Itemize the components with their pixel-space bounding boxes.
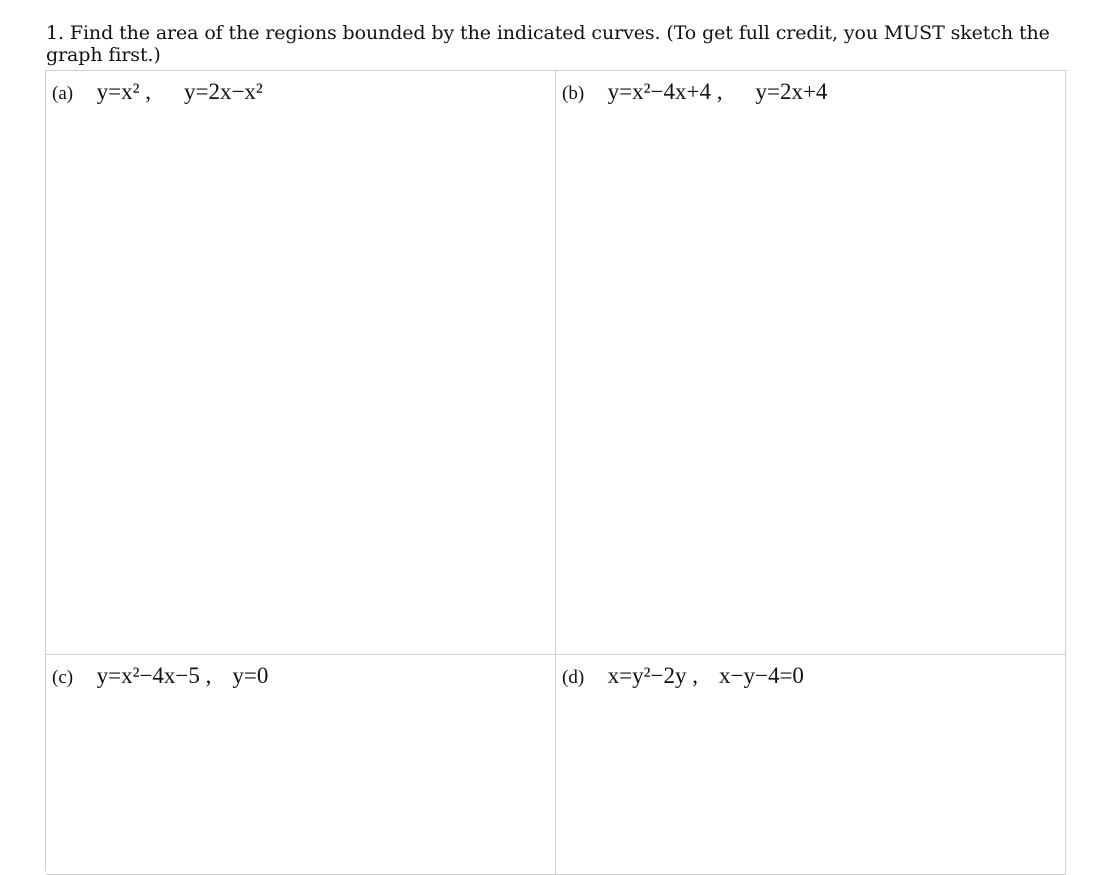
- problem-b-label: (b): [562, 83, 585, 104]
- problem-c-label: (c): [52, 667, 74, 688]
- answer-cell-d[interactable]: [556, 655, 1066, 875]
- problem-c: [52, 663, 268, 691]
- problem-a-equation-2: y=2x−x²: [183, 79, 263, 104]
- problem-d: [562, 663, 804, 691]
- answer-cell-a[interactable]: [46, 71, 556, 655]
- problem-d-equation-1: x=y²−2y ,: [607, 663, 698, 688]
- answer-cell-c[interactable]: [46, 655, 556, 875]
- problem-d-equation-2: x−y−4=0: [719, 663, 804, 688]
- problem-b-equation-1: y=x²−4x+4 ,: [607, 79, 723, 104]
- problem-a: [52, 79, 263, 107]
- problem-d-label: (d): [562, 667, 585, 688]
- problem-b-equation-2: y=2x+4: [755, 79, 828, 104]
- problem-c-equation-2: y=0: [232, 663, 269, 688]
- answer-grid: [45, 70, 1067, 871]
- problem-c-equation-1: y=x²−4x−5 ,: [96, 663, 212, 688]
- problem-a-label: (a): [52, 83, 74, 104]
- problem-instructions: 1. Find the area of the regions bounded by the indicated curves. (To get full credit, you MUST sketch the graph first.): [46, 22, 1050, 66]
- answer-cell-b[interactable]: [556, 71, 1066, 655]
- problem-b: [562, 79, 827, 107]
- problem-a-equation-1: y=x² ,: [96, 79, 151, 104]
